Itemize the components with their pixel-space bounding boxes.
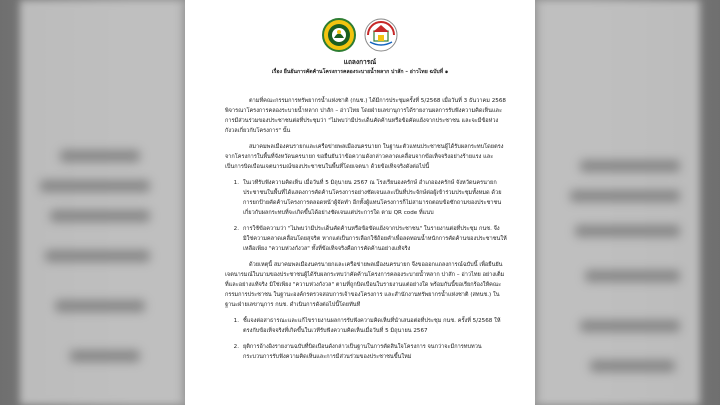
list-item-text: ในเวทีรับฟังความคิดเห็น เมื่อวันที่ 5 มิถุนายน 2567 ณ โรงเรียนองครักษ์ อำเภอองครักษ์ จังหวัดนครนายก ประชาชนในพื้นที่ได้แสดงการคัดค้านโครงการอย่างชัดเจนและเป็นที่ประจักษ์ต่อผู้เข้าร่วมประชุมทั้งหมด ด้วยการยกป้ายคัดค้านโครงการตลอดหน้าผู้จัดทำ อีกทั้งผู้แทนโครงการก็ไม่สามารถตอบข้อซักถามของประชาชนเกี่ยวกับผลกระทบที่จะเกิดขึ้นได้อย่างชัดเจนแต่ประการใด ตาม QR code ที่แนบ [243, 180, 502, 216]
intro-paragraph: ตามที่คณะกรรมการทรัพยากรน้ำแห่งชาติ (กนช.) ได้มีการประชุมครั้งที่ 5/2568 เมื่อวันที่ 3 ธันวาคม 2568 พิจารณาโครงการคลองระบายน้ำหลาก ปาสัก – อ่าวไทย โดยฝ่ายเลขานุการได้รายงานผลการรับฟังความคิดเห็นและการมีส่วนร่วมของประชาชนต่อที่ประชุมว่า "ไม่พบว่ามีประเด็นคัดค้านหรือข้อคัดแย้งจากประชาชน และจะมีข้อห่วงกังวลเกี่ยวกับโครงการ" นั้น [225, 98, 506, 134]
demand-paragraph: ด้วยเหตุนี้ สมาคมพลเมืองนครนายกและเครือข่ายพลเมืองนครนายก จึงขอออกแถลงการณ์ฉบับนี้ เพื่อยืนยันเจตนารมณ์ในนามของประชาชนผู้ได้รับผลกระทบว่าคัดค้านโครงการคลองระบายน้ำหลาก ปาสัก – อ่าวไทย อย่างเต็มที่และอย่างแท้จริง มิใช่เพียง "ความห่วงกังวล" ตามที่ถูกบิดเบือนในรายงานแต่อย่างใด พร้อมกันนี้ขอเรียกร้องให้คณะกรรมการประชาชน ในฐานะองค์กรตรวจสอบการเจ้าของโครงการ และสำนักงานทรัพยากรน้ำแห่งชาติ (สทนช.) ในฐานะฝ่ายเลขานุการ กนช. ดำเนินการดังต่อไปนี้โดยทันที [225, 262, 505, 308]
list-item-text: ชี้แจงต่อสาธารณะและแก้ไขรายงานผลการรับฟังความคิดเห็นที่นำเสนอต่อที่ประชุม กนช. ครั้งที่ 5/2568 ให้ตรงกับข้อเท็จจริงที่เกิดขึ้นในเวทีรับฟังความคิดเห็นเมื่อวันที่ 5 มิถุนายน 2567 [243, 318, 501, 334]
document-body [225, 96, 507, 368]
blurred-text-line [575, 225, 680, 237]
position-paragraph: สมาคมพลเมืองคนรายกและเครือข่ายพลเมืองนครนายก ในฐานะตัวแทนประชาชนผู้ได้รับผลกระทบโดยตรงจากโครงการในพื้นที่จังหวัดนครนายก ขอยืนยันว่าข้อความดังกล่าวคลาดเคลื่อนจากข้อเท็จจริงอย่างร้ายแรง และเป็นการบิดเบือนเจตนารมณ์ของประชาชนในพื้นที่โดยเจตนา ด้วยข้อเท็จจริงดังต่อไปนี้ [225, 144, 504, 170]
statement-document [185, 0, 535, 405]
blurred-text-line [585, 270, 680, 282]
document-subject: เรื่อง ยืนยันการคัดค้านโครงการคลองระบายน้ำหลาก ปาสัก – อ่าวไทย ฉบับที่ ๑ [271, 69, 449, 75]
list-item [225, 342, 507, 362]
blurred-text-line [70, 350, 140, 362]
blurred-text-line [55, 300, 145, 312]
blurred-text-line [40, 180, 150, 192]
blurred-text-line [580, 320, 680, 332]
list-item [225, 316, 507, 336]
blurred-text-line [60, 150, 140, 162]
list-item-number: 2. [233, 226, 239, 232]
list-item-number: 1. [233, 180, 239, 186]
list-item-number: 2. [233, 344, 239, 350]
list-item-text: การใช้ข้อความว่า "ไม่พบว่ามีประเด็นคัดค้านหรือข้อขัดแย้งจากประชาชน" ในรายงานต่อที่ประชุม กนช. จึงมิใช่ความคลาดเคลื่อนโดยสุจริต หากแต่เป็นการเลือกใช้ถ้อยคำเพื่อลดทอนน้ำหนักการคัดค้านของประชาชนให้เหลือเพียง "ความห่วงกังวล" ทั้งที่ข้อเท็จจริงคือการคัดค้านอย่างแท้จริง [243, 226, 507, 252]
list-item-text: ยุติการอ้างอิงรายงานฉบับที่บิดเบือนดังกล่าวเป็นฐานในการตัดสินใจโครงการ จนกว่าจะมีการทบทวนกระบวนการรับฟังความคิดเห็นและการมีส่วนร่วมของประชาชนขึ้นใหม่ [243, 344, 482, 360]
blurred-text-line [590, 360, 675, 372]
citizen-network-icon [364, 18, 398, 52]
government-seal-icon [322, 18, 356, 52]
blurred-text-line [50, 210, 150, 222]
list-item [225, 224, 507, 254]
blurred-text-line [570, 190, 680, 202]
blurred-text-line [580, 160, 680, 172]
list-item-number: 1. [233, 318, 239, 324]
page-title: แถลงการณ์ [343, 58, 377, 66]
logo-row [185, 18, 535, 52]
blurred-text-line [45, 250, 150, 262]
list-item [225, 178, 507, 218]
